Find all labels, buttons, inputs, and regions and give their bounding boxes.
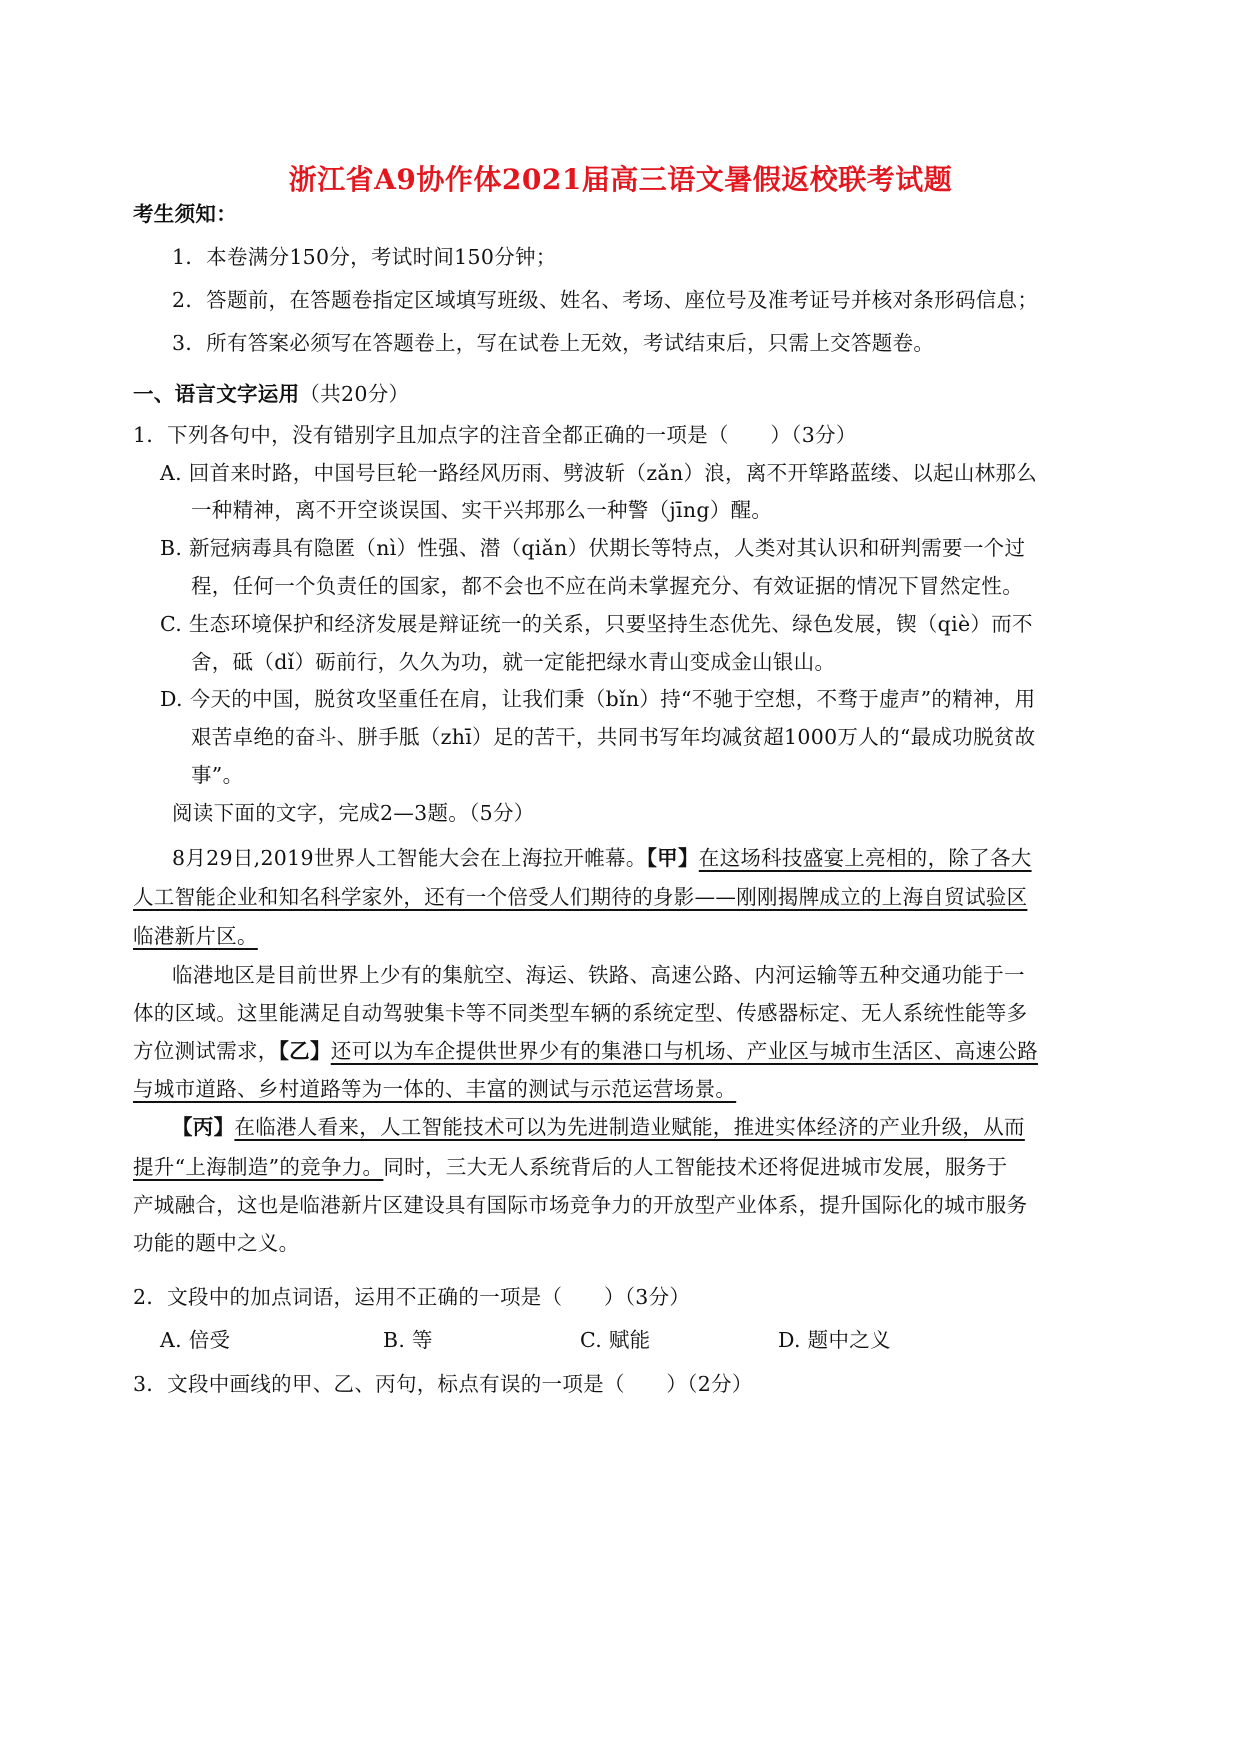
q1-option-d-line3: 事”。 — [191, 763, 244, 787]
reading-p3-line3: 产城融合，这也是临港新片区建设具有国际市场竞争力的开放型产业体系，提升国际化的城市服务 — [133, 1193, 1028, 1217]
underlined-sentence-jia-part1: 在这场科技盛宴上亮相的，除了各大 — [698, 846, 1032, 870]
reading-p1-line3 — [133, 921, 258, 951]
notice-heading: 考生须知： — [133, 202, 237, 226]
q1-option-c-line1: C. 生态环境保护和经济发展是辩证统一的关系，只要坚持生态优先、绿色发展，锲（qiè）而不 — [160, 612, 1033, 636]
reading-instruction: 阅读下面的文字，完成2—3题。（5分） — [172, 801, 535, 825]
marker-jia: 【甲】 — [646, 846, 699, 870]
q2-option-a: A. 倍受 — [160, 1328, 231, 1352]
reading-p3-line4: 功能的题中之义。 — [133, 1231, 300, 1255]
section1-score: （共20分） — [299, 382, 410, 406]
q2-option-b: B. 等 — [383, 1328, 433, 1352]
reading-p3-line1 — [172, 1112, 1025, 1142]
p1-prefix: 8月29日,2019世界人工智能大会在上海拉开帷幕。 — [172, 846, 647, 870]
p3-l2-rest: 同时，三大无人系统背后的人工智能技术还将促进城市发展，服务于 — [383, 1155, 1008, 1179]
section1-heading — [133, 379, 409, 409]
underlined-sentence-bing-part2: 提升“上海制造”的竞争力。 — [133, 1155, 384, 1179]
q1-option-a-line2: 一种精神，离不开空谈误国、实干兴邦那么一种警（jīng）醒。 — [191, 498, 773, 522]
notice-item-2: 2．答题前，在答题卷指定区域填写班级、姓名、考场、座位号及准考证号并核对条形码信息； — [172, 288, 1039, 312]
reading-p2-line3 — [133, 1036, 1038, 1066]
notice-item-1: 1．本卷满分150分，考试时间150分钟； — [172, 245, 557, 269]
reading-p1-line1 — [172, 843, 1032, 873]
q2-stem: 2．文段中的加点词语，运用不正确的一项是（ ）（3分） — [133, 1285, 691, 1309]
reading-p2-line2: 体的区域。这里能满足自动驾驶集卡等不同类型车辆的系统定型、传感器标定、无人系统性能等多 — [133, 1001, 1028, 1025]
underlined-sentence-jia-part2: 人工智能企业和知名科学家外，还有一个倍受人们期待的身影——刚刚揭牌成立的上海自贸试验区 — [133, 885, 1028, 909]
q2-option-d: D. 题中之义 — [778, 1328, 891, 1352]
underlined-sentence-jia-part3: 临港新片区。 — [133, 924, 258, 948]
q3-stem: 3．文段中画线的甲、乙、丙句，标点有误的一项是（ ）（2分） — [133, 1372, 753, 1396]
underlined-sentence-yi-part1: 还可以为车企提供世界少有的集港口与机场、产业区与城市生活区、高速公路 — [330, 1039, 1038, 1063]
q1-option-d-line1: D. 今天的中国，脱贫攻坚重任在肩，让我们秉（bǐn）持“不驰于空想，不骛于虚声”的精神，用 — [160, 687, 1036, 711]
reading-p2-line4 — [133, 1074, 736, 1104]
marker-bing: 【丙】 — [172, 1115, 235, 1139]
reading-p1-line2 — [133, 882, 1027, 912]
reading-p3-line2 — [133, 1152, 1007, 1182]
marker-yi: 【乙】 — [278, 1039, 331, 1063]
q1-stem: 1．下列各句中，没有错别字且加点字的注音全都正确的一项是（ ）（3分） — [133, 423, 857, 447]
q1-option-a-line1: A. 回首来时路，中国号巨轮一路经风历雨、劈波斩（zǎn）浪，离不开筚路蓝缕、以起山林那么 — [160, 461, 1038, 485]
underlined-sentence-bing-part1: 在临港人看来，人工智能技术可以为先进制造业赋能，推进实体经济的产业升级，从而 — [234, 1115, 1025, 1139]
exam-title: 浙江省A9协作体2021届高三语文暑假返校联考试题 — [288, 163, 953, 196]
q1-option-c-line2: 舍，砥（dǐ）砺前行，久久为功，就一定能把绿水青山变成金山银山。 — [191, 650, 836, 674]
reading-p2-line1: 临港地区是目前世界上少有的集航空、海运、铁路、高速公路、内河运输等五种交通功能于一 — [172, 963, 1025, 987]
underlined-sentence-yi-part2: 与城市道路、乡村道路等为一体的、丰富的测试与示范运营场景。 — [133, 1077, 737, 1101]
section1-title: 一、语言文字运用 — [133, 382, 300, 406]
notice-item-3: 3．所有答案必须写在答题卷上，写在试卷上无效，考试结束后，只需上交答题卷。 — [172, 331, 935, 355]
q1-option-d-line2: 艰苦卓绝的奋斗、胼手胝（zhī）足的苦干，共同书写年均减贫超1000万人的“最成功脱贫故 — [191, 725, 1036, 749]
p2-l3-prefix: 方位测试需求， — [133, 1039, 279, 1063]
q2-option-c: C. 赋能 — [580, 1328, 651, 1352]
q1-option-b-line1: B. 新冠病毒具有隐匿（nì）性强、潜（qiǎn）伏期长等特点，人类对其认识和研判需要一个过 — [160, 536, 1026, 560]
q1-option-b-line2: 程，任何一个负责任的国家，都不会也不应在尚未掌握充分、有效证据的情况下冒然定性。 — [191, 574, 1023, 598]
